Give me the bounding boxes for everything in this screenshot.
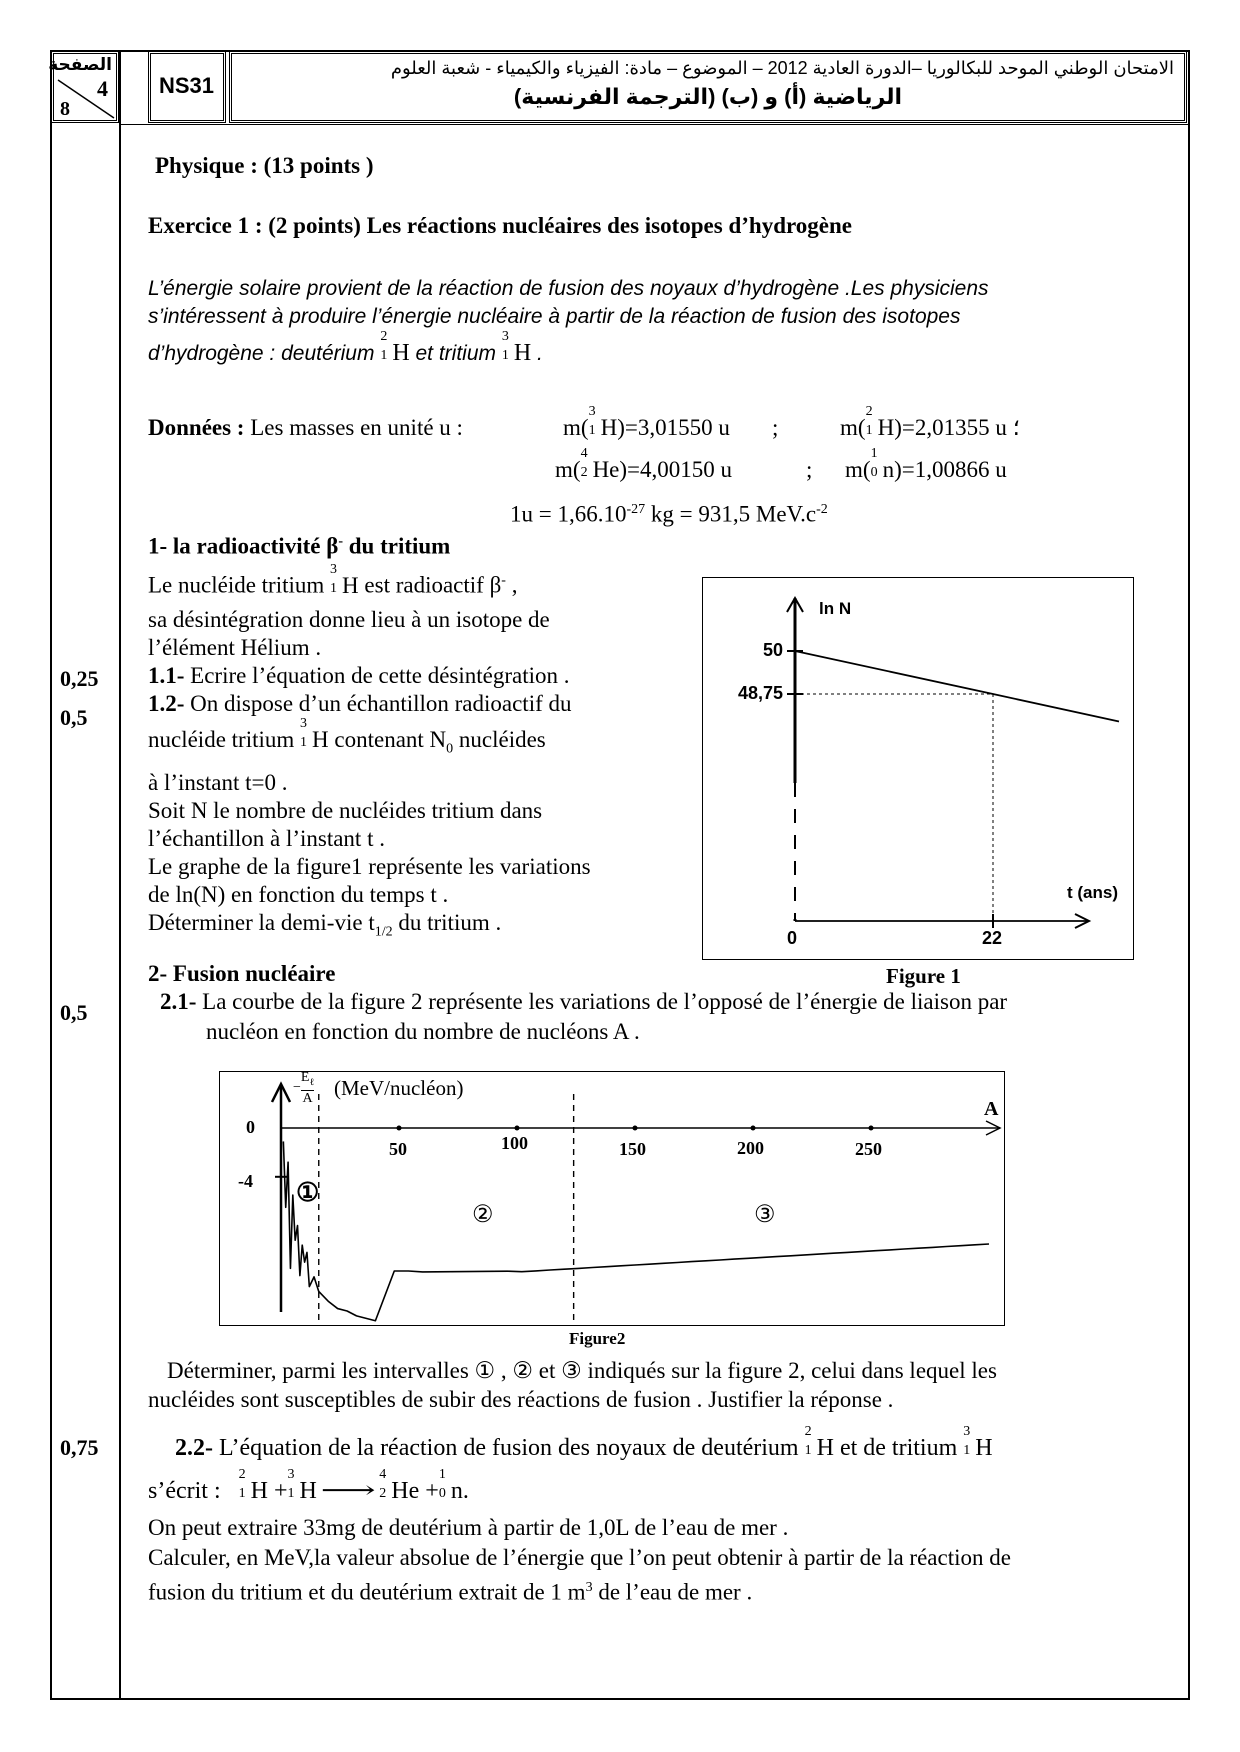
part2-title: 2- Fusion nucléaire	[148, 961, 336, 986]
eq-neutron: 1 0 n	[438, 1467, 463, 1504]
part1-line-2: sa désintégration donne lieu à un isotope de	[148, 606, 550, 632]
page-number: 4	[97, 76, 108, 101]
donnees-line-1	[148, 414, 463, 442]
fig2-x-tick-250: 250	[855, 1139, 882, 1159]
q21-line-3: Déterminer, parmi les intervalles ① , ② et ③ indiqués sur la figure 2, celui dans lequel les	[167, 1358, 997, 1383]
figure2-frame	[219, 1071, 1005, 1326]
figure2-caption: Figure2	[569, 1329, 626, 1348]
q12-line-5: l’échantillon à l’instant t .	[148, 826, 385, 852]
fig2-x-label: A	[984, 1098, 999, 1120]
intro-line-3	[148, 329, 989, 368]
fig2-x-tick-dot-100	[515, 1126, 520, 1131]
figure1-caption: Figure 1	[886, 964, 961, 988]
fig1-x-tick-label: 22	[982, 928, 1003, 948]
figure2-chart	[220, 1072, 1004, 1325]
score-q12: 0,5	[60, 705, 88, 730]
isotope-tritium-mass: 3 1 H	[588, 404, 618, 440]
q12-line-3: à l’instant t=0 .	[148, 770, 288, 796]
fig2-y-unit: (MeV/nucléon)	[334, 1076, 464, 1100]
q12-line-7: de ln(N) en fonction du temps t .	[148, 882, 449, 908]
fig2-series-line	[283, 1141, 989, 1320]
intro-line-2: s’intéressent à produire l’énergie nucléaire à partir de la réaction de fusion des isotopes	[148, 305, 961, 328]
fig2-y-label-fraction: − $E_\ell$ A	[293, 1070, 315, 1106]
header-rule	[119, 124, 1189, 125]
fig2-region-1: ①	[296, 1178, 320, 1207]
page-number-box	[48, 51, 119, 123]
part1-title: 1- la radioactivité β- du tritium	[148, 533, 451, 559]
donnees-label: Données :	[148, 415, 245, 440]
fig2-x-tick-dot-200	[751, 1126, 756, 1131]
isotope-deuterium: 2 1 H	[380, 329, 410, 366]
fig2-y-tick-minus4: -4	[238, 1171, 253, 1191]
part1-line-3: l’élément Hélium .	[148, 634, 322, 660]
eq-tritium: 3 1 H	[287, 1467, 317, 1504]
exam-code-box	[148, 51, 226, 123]
mass-neutron: m( 1 0 n)=1,00866 u	[845, 446, 1007, 482]
separator-2: ;	[806, 457, 813, 482]
score-q11: 0,25	[60, 666, 99, 691]
fig1-y-label: ln N	[819, 599, 852, 618]
intro-line3-mid: et tritium	[409, 342, 502, 365]
fig1-y-tick-label-1: 50	[762, 640, 783, 660]
q21-line-2: nucléon en fonction du nombre de nucléons A .	[206, 1019, 640, 1044]
fig2-x-tick-dot-250	[869, 1126, 874, 1131]
q22-line-5: fusion du tritium et du deutérium extrait de 1 $m^3$ de l’eau de mer .	[148, 1579, 753, 1605]
score-q21: 0,5	[60, 1000, 88, 1025]
intro-line-1: L’énergie solaire provient de la réaction de fusion des noyaux d’hydrogène .Les physiciens	[148, 277, 989, 300]
q11-line: 1.1- Ecrire l’équation de cette désintégration .	[148, 662, 570, 688]
mass-helium: m( 4 2 He)=4,00150 u	[555, 446, 733, 482]
q12-line-4: Soit N le nombre de nucléides tritium dans	[148, 798, 543, 824]
q22-line-1: 2.2- L’équation de la réaction de fusion des noyaux de deutérium 2 1 H et de tritium 3 1 H	[175, 1424, 993, 1461]
isotope-deuterium-q22: 2 1 H	[804, 1424, 834, 1461]
fusion-equation-line: s’écrit : 2 1 H + 3 1 H ⟶ 4 2 He + 1 0 n.	[148, 1467, 469, 1504]
margin-divider	[119, 50, 121, 1700]
fig2-x-tick-150: 150	[619, 1139, 646, 1159]
mass-deuterium: m( 2 1 H)=2,01355 u ؛	[840, 404, 1020, 440]
fig2-x-tick-50: 50	[389, 1139, 407, 1159]
unit-conversion: $1u = 1,66.10^{-27}$ kg = 931,5 $MeV.c^{-2}$	[510, 501, 828, 527]
q12-line-6: Le graphe de la figure1 représente les variations	[148, 854, 591, 880]
fig1-series-line	[795, 651, 1119, 722]
eq-helium: 4 2 He	[379, 1467, 420, 1504]
page-label: الصفحة	[48, 55, 112, 74]
fig2-y-tick-0: 0	[246, 1117, 255, 1137]
fig1-y-tick-label-2: 48,75	[737, 683, 783, 703]
figure1-frame	[702, 577, 1134, 960]
donnees-text: Les masses en unité u :	[244, 415, 463, 440]
figure1-axes	[787, 598, 1089, 928]
q12-line-1: 1.2- On dispose d’un échantillon radioactif du	[148, 690, 572, 716]
score-q22: 0,75	[60, 1435, 99, 1460]
isotope-tritium-q22: 3 1 H	[963, 1424, 993, 1461]
q12-line-2: nucléide tritium 3 1 H contenant $N_0$ nucléides	[148, 715, 546, 757]
isotope-tritium-q12: 3 1 H	[300, 715, 329, 752]
section-title: Physique : (13 points )	[155, 153, 374, 178]
exam-code: NS31	[159, 73, 215, 98]
intro-line3-post: .	[531, 342, 543, 365]
q22-line-4: Calculer, en MeV,la valeur absolue de l’énergie que l’on peut obtenir à partir de la réaction de	[148, 1545, 1011, 1570]
exercise-title: Exercice 1 : (2 points) Les réactions nucléaires des isotopes d’hydrogène	[148, 213, 853, 238]
part1-paragraph	[148, 561, 591, 947]
fig2-x-tick-200: 200	[737, 1138, 764, 1158]
part1-line-1: Le nucléide tritium 3 1 H est radioactif β- ,	[148, 561, 518, 598]
eq-deuterium: 2 1 H	[238, 1467, 268, 1504]
isotope-neutron-mass: 1 0 n	[870, 446, 895, 482]
q22-line-3: On peut extraire 33mg de deutérium à partir de 1,0L de l’eau de mer .	[148, 1515, 789, 1540]
q21-line-1: 2.1- La courbe de la figure 2 représente les variations de l’opposé de l’énergie de liaison par	[160, 989, 1008, 1014]
exam-title-box	[229, 51, 1187, 123]
isotope-helium-mass: 4 2 He	[580, 446, 620, 482]
fig2-region-2: ②	[472, 1202, 494, 1228]
q12-line-8: Déterminer la demi-vie $t_{1/2}$ du tritium .	[148, 910, 502, 940]
mass-tritium: m( 3 1 H)=3,01550 u	[563, 404, 730, 440]
intro-line3-pre: d’hydrogène : deutérium	[148, 342, 381, 365]
fig2-x-tick-100: 100	[501, 1133, 528, 1153]
fig2-x-tick-dot-150	[633, 1126, 638, 1131]
intro-paragraph	[148, 275, 989, 368]
isotope-deuterium-mass: 2 1 H	[865, 404, 895, 440]
isotope-tritium-p1: 3 1 H	[330, 561, 359, 598]
fig2-x-tick-dot-50	[397, 1126, 402, 1131]
exam-title-line1: الامتحان الوطني الموحد للبكالوريا –الدورة العادية 2012 – الموضوع – مادة: الفيزياء والكيمياء - شعبة العلوم	[390, 58, 1174, 78]
isotope-tritium: 3 1 H	[501, 329, 532, 366]
page-total: 8	[60, 98, 70, 120]
fig2-region-3: ③	[754, 1202, 776, 1228]
exam-title-line2: الرياضية (أ) و (ب) (الترجمة الفرنسية)	[513, 84, 903, 109]
q21-line-4: nucléides sont susceptibles de subir des réactions de fusion . Justifier la réponse .	[148, 1387, 894, 1412]
separator-1: ;	[772, 415, 779, 440]
fig1-x-label: t (ans)	[1067, 883, 1118, 902]
fig1-origin-label: 0	[787, 928, 798, 948]
